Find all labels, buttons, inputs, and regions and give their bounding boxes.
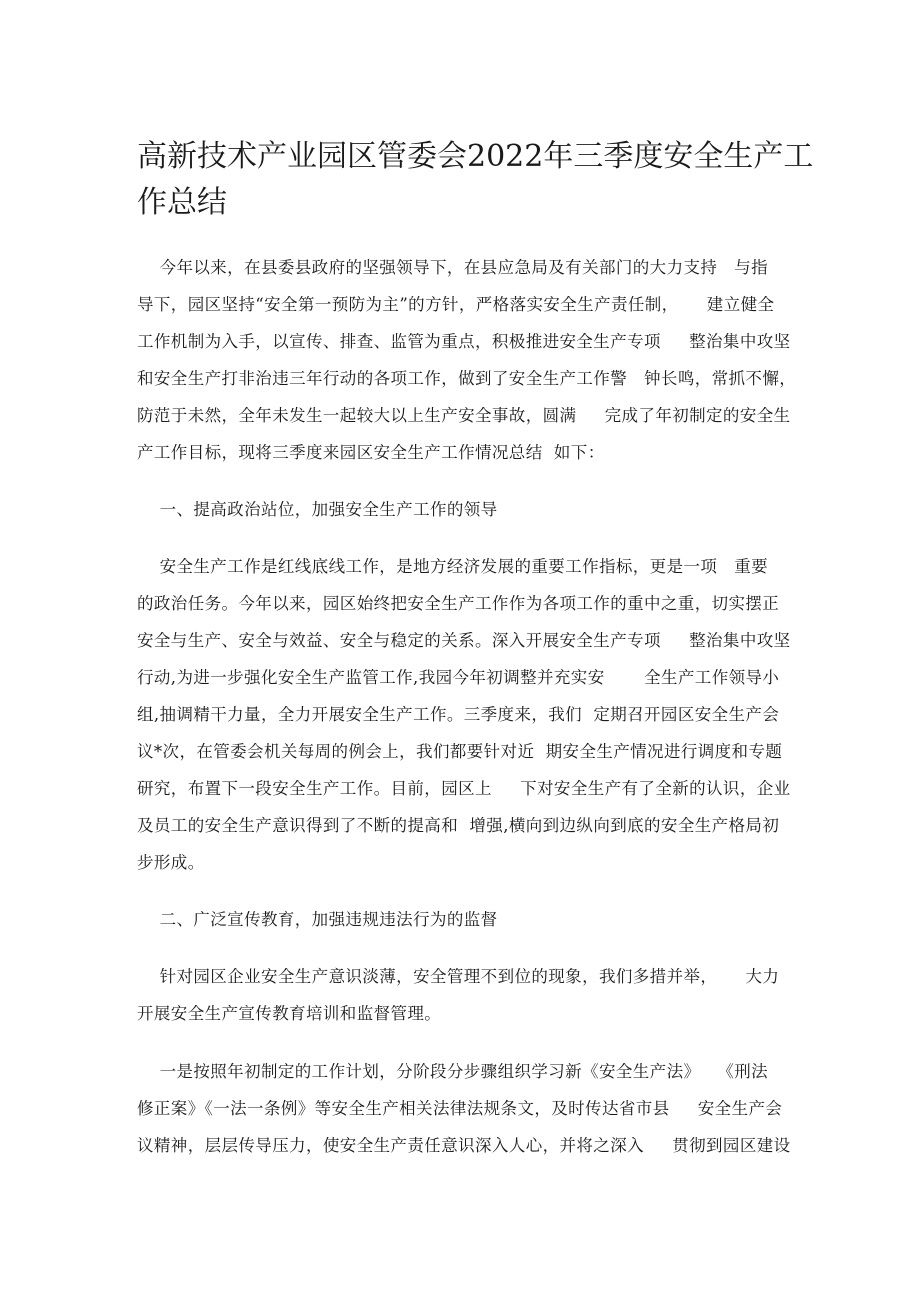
text-line: 和安全生产打非治违三年行动的各项工作，做到了安全生产工作警 钟长鸣，常抓不懈， [137, 369, 797, 388]
text-line: 行动,为进一步强化安全生产监管工作,我园今年初调整并充实安 全生产工作领导小 [137, 668, 780, 687]
text-line: 研究，布置下一段安全生产工作。目前，园区上 下对安全生产有了全新的认识，企业 [137, 779, 791, 798]
document-title [137, 134, 814, 226]
text-line: 一是按照年初制定的工作计划，分阶段分步骤组织学习新《安全生产法》 《刑法 [137, 1062, 769, 1081]
text-line: 今年以来，在县委县政府的坚强领导下，在县应急局及有关部门的大力支持 与指 [137, 258, 769, 277]
text-line: 安全与生产、安全与效益、安全与稳定的关系。深入开展安全生产专项 整治集中攻坚 [137, 631, 791, 650]
text-line: 开展安全生产宣传教育培训和监督管理。 [137, 1004, 442, 1023]
title-line-2: 作总结 [137, 185, 227, 220]
section-heading: 二、广泛宣传教育，加强违规违法行为的监督 [137, 910, 498, 929]
text-line: 步形成。 [137, 853, 205, 872]
text-line: 产工作目标，现将三季度来园区安全生产工作情况总结 如下： [137, 443, 605, 462]
text-line: 议精神，层层传导压力，使安全生产责任意识深入人心，并将之深入 贯彻到园区建设 [137, 1136, 791, 1155]
text-line: 安全生产工作是红线底线工作，是地方经济发展的重要工作指标，更是一项 重要 [137, 557, 769, 576]
text-line: 导下，园区坚持“安全第一预防为主”的方针，严格落实安全生产责任制， 建立健全 [137, 295, 775, 314]
text-line: 组,抽调精干力量，全力开展安全生产工作。三季度来，我们 定期召开园区安全生产会 [137, 705, 780, 724]
text-line: 工作机制为入手，以宣传、排查、监管为重点，积极推进安全生产专项 整治集中攻坚 [137, 332, 791, 351]
text-line: 及员工的安全生产意识得到了不断的提高和 增强,横向到边纵向到底的安全生产格局初 [137, 816, 780, 835]
text-line: 议*次，在管委会机关每周的例会上，我们都要针对近 期安全生产情况进行调度和专题 [137, 742, 783, 761]
text-line: 防范于未然，全年未发生一起较大以上生产安全事故，圆满 完成了年初制定的安全生 [137, 406, 791, 425]
text-line: 修正案》《一法一条例》等安全生产相关法律法规条文，及时传达省市县 安全生产会 [137, 1099, 783, 1118]
title-line-1: 高新技术产业园区管委会2022年三季度安全生产工 [137, 139, 814, 174]
text-line: 的政治任务。今年以来，园区始终把安全生产工作作为各项工作的重中之重，切实摆正 [137, 594, 780, 613]
section-heading: 一、提高政治站位，加强安全生产工作的领导 [137, 500, 498, 519]
text-line: 针对园区企业安全生产意识淡薄，安全管理不到位的现象，我们多措并举， 大力 [137, 967, 780, 986]
